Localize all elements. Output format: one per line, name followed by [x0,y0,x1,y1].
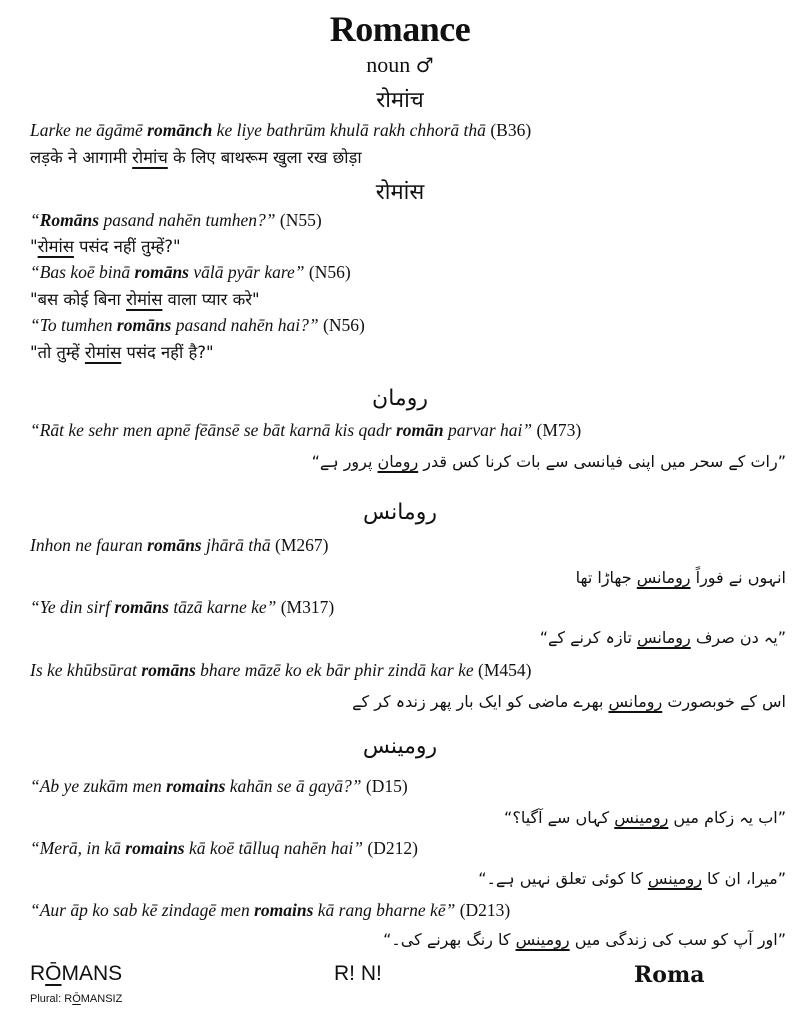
transliteration-line [30,262,351,283]
transliteration-pre: “Aur āp ko sab kē zindagē men [30,900,255,920]
plural-marked: Ō [72,993,81,1005]
native-keyword-underlined: رومینس [647,869,702,888]
source-reference: (M317) [280,597,335,617]
transliteration-pre: “To tumhen [30,315,117,335]
transliteration-pre: “Ye din sirf [30,597,115,617]
native-script-line [540,628,786,647]
source-reference: (N55) [279,210,322,230]
keyword-bold: romains [254,900,314,920]
section-heading: رومانس [363,500,437,525]
transliteration-post: pasand nahēn tumhen?” [99,210,276,230]
native-post: بھرے ماضی کو ایک بار پھر زندہ کر کے [352,692,609,711]
native-post: वाला प्यार करे" [162,290,260,309]
section-heading: रोमांस [375,180,425,205]
native-post: کہاں سے آگیا؟“ [504,808,615,827]
source-reference: (M454) [478,660,532,680]
source-reference: (D15) [365,776,408,796]
transliteration-line [30,900,510,921]
native-pre: "तो तुम्हें [30,343,85,362]
keyword-bold: romāns [141,660,196,680]
transliteration-pre: “ [30,210,40,230]
footer-word-marked: Ō [45,962,62,985]
native-keyword-underlined: रोमांच [132,148,168,167]
native-script-line [30,145,362,168]
transliteration-post: kahān se ā gayā?” [225,776,362,796]
source-reference: (M73) [536,420,582,440]
native-script-line [30,340,214,363]
native-script-line [504,808,786,827]
transliteration-line [30,420,581,441]
native-pre: लड़के ने आगामी [30,148,133,167]
native-keyword-underlined: رومانس [636,568,691,587]
native-keyword-underlined: رومانس [608,692,663,711]
native-keyword-underlined: رومانس [637,628,691,647]
transliteration-line [30,535,329,556]
transliteration-line [30,120,531,141]
native-keyword-underlined: रोमांस [84,343,122,362]
transliteration-post: vālā pyār kare” [188,262,305,282]
section-heading: رومان [372,386,428,411]
plural-label: Plural: R [30,993,73,1005]
native-post: पसंद नहीं है?" [121,343,214,362]
native-post: کا رنگ بھرنے کی۔“ [383,930,516,949]
native-post: पसंद नहीं तुम्हें?" [73,237,181,256]
native-script-line [383,930,786,949]
pos-label: noun [366,52,411,77]
transliteration-post: jhārā thā [201,535,271,555]
source-reference: (M267) [275,535,329,555]
source-reference: (N56) [308,262,351,282]
transliteration-post: ke liye bathrūm khulā rakh chhorā thā [212,120,486,140]
transliteration-line [30,660,531,681]
native-script-line [312,452,786,471]
native-pre: ”اور آپ کو سب کی زندگی میں [569,930,786,949]
native-keyword-underlined: रोमांस [126,290,163,309]
transliteration-post: kā rang bharne kē” [313,900,456,920]
plural-post: MANSIZ [80,993,123,1005]
page-title: Romance [329,9,471,49]
native-script-line [352,692,786,711]
native-pre: ”میرا، ان کا [701,869,786,888]
transliteration-line [30,210,322,231]
transliteration-line [30,838,418,859]
footer-middle: R! N! [334,962,382,985]
native-post: تازہ کرنے کے“ [539,628,637,647]
section-heading: रोमांच [376,88,424,113]
transliteration-pre: “Ab ye zukām men [30,776,167,796]
keyword-bold: romāns [147,535,202,555]
keyword-bold: romāns [114,597,169,617]
transliteration-post: bhare māzē ko ek bār phir zindā kar ke [195,660,474,680]
native-post: के लिए बाथरूम खुला रख छोड़ा [167,148,362,167]
keyword-bold: romains [125,838,185,858]
transliteration-post: parvar hai” [443,420,533,440]
transliteration-post: tāzā karne ke” [168,597,277,617]
transliteration-pre: “Bas koē binā [30,262,135,282]
footer-word [30,962,122,986]
transliteration-post: kā koē tālluq nahēn hai” [184,838,363,858]
footer-word-post: MANS [61,962,123,985]
native-script-line [576,568,786,587]
keyword-bold: romains [166,776,226,796]
source-reference: (D212) [367,838,418,858]
native-keyword-underlined: رومینس [515,930,570,949]
native-script-line [30,234,181,257]
native-post: جھاڑا تھا [575,568,637,587]
keyword-bold: romāns [116,315,172,335]
native-pre: ”یہ دن صرف [690,628,786,647]
footer-right: Roma [634,962,705,988]
footer-plural [30,993,122,1005]
transliteration-line [30,776,408,797]
native-pre: " [30,237,38,256]
masculine-gender-icon: ♂ [415,53,434,77]
native-pre: "बस कोई बिना [30,290,127,309]
transliteration-pre: Is ke khūbsūrat [30,660,142,680]
native-script-line [30,287,260,310]
transliteration-pre: “Rāt ke sehr men apnē fēānsē se bāt karnā kis qadr [30,420,396,440]
source-reference: (D213) [459,900,511,920]
transliteration-line [30,315,365,336]
keyword-bold: romān [395,420,444,440]
native-post: کا کوئی تعلق نہیں ہے۔“ [478,869,648,888]
transliteration-pre: Inhon ne fauran [30,535,148,555]
section-heading: رومینس [362,734,438,759]
keyword-bold: romānch [147,120,213,140]
keyword-bold: Romāns [39,210,100,230]
native-pre: ”رات کے سحر میں اپنی فیانسی سے بات کرنا کس قدر [418,452,786,471]
transliteration-line [30,597,334,618]
native-pre: اس کے خوبصورت [662,692,786,711]
native-post: پرور ہے“ [311,452,378,471]
transliteration-pre: “Merā, in kā [30,838,126,858]
native-pre: انہوں نے فوراً [690,568,786,587]
footer-word-pre: R [30,962,46,985]
source-reference: (B36) [490,120,532,140]
keyword-bold: romāns [134,262,189,282]
native-keyword-underlined: رومان [377,452,419,471]
part-of-speech [0,52,800,78]
native-pre: ”اب یہ زکام میں [668,808,786,827]
transliteration-pre: Larke ne āgāmē [30,120,148,140]
transliteration-post: pasand nahēn hai?” [171,315,319,335]
source-reference: (N56) [323,315,365,335]
native-keyword-underlined: رومینس [614,808,669,827]
native-script-line [478,869,786,888]
native-keyword-underlined: रोमांस [37,237,74,256]
